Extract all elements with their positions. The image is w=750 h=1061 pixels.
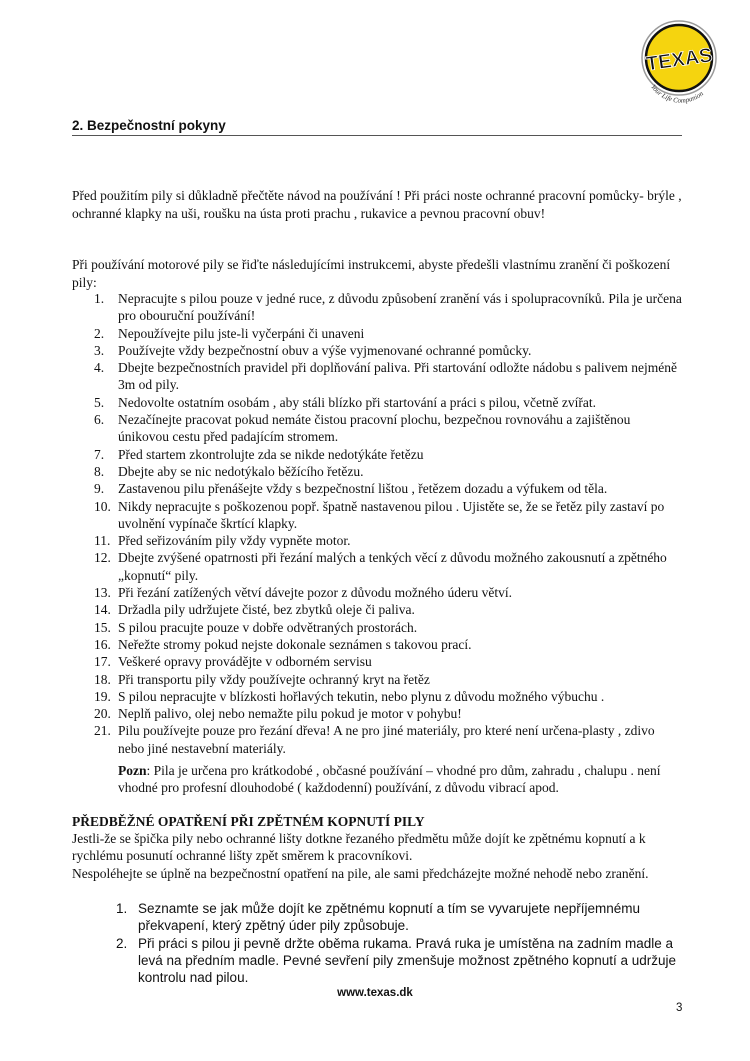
logo-brand-text: TEXAS xyxy=(644,44,714,76)
rule-item-number: 12. xyxy=(94,550,111,566)
rule-item-number: 18. xyxy=(94,671,111,687)
rule-item-number: 2. xyxy=(94,325,105,341)
rule-item xyxy=(72,722,684,757)
rule-item xyxy=(72,325,684,342)
rule-item-number: 21. xyxy=(94,723,111,739)
rule-item xyxy=(72,532,684,549)
kickback-heading: PŘEDBĚŽNÉ OPATŘENÍ PŘI ZPĚTNÉM KOPNUTÍ PILY xyxy=(72,814,425,829)
rule-item xyxy=(72,480,684,497)
rule-item xyxy=(72,498,684,533)
rule-item-number: 1. xyxy=(94,291,105,306)
rule-item-text: Dbejte bezpečnostních pravidel při doplňování paliva. Při startování odložte nádobu s palivem nejméně 3m od pily. xyxy=(118,360,677,393)
rule-item-text: Dbejte aby se nic nedotýkalo běžícího řetězu. xyxy=(118,463,364,479)
rule-item-text: Veškeré opravy provádějte v odborném servisu xyxy=(118,654,372,670)
rule-item-text: Při transportu pily vždy používejte ochranný kryt na řetěz xyxy=(118,671,430,687)
rule-item xyxy=(72,653,684,670)
rule-item-text: Používejte vždy bezpečnostní obuv a výše vyjmenované ochranné pomůcky. xyxy=(118,342,532,358)
rule-item xyxy=(72,411,684,446)
kickback-item-number: 1. xyxy=(116,901,128,916)
rule-item xyxy=(72,359,684,394)
rule-item-number: 5. xyxy=(94,394,105,410)
logo-tagline: Your Life Companion xyxy=(649,82,705,105)
kickback-item-text: Seznamte se jak může dojít ke zpětnému kopnutí a tím se vyvarujete nepříjemnému překvapení, který zpětný úder pily způsobuje. xyxy=(138,901,640,934)
rule-item-number: 9. xyxy=(94,481,105,497)
intro-paragraph: Před použitím pily si důkladně přečtěte návod na používání ! Při práci noste ochranné pracovní pomůcky- brýle , ochranné klapky na uši, roušku na ústa proti prachu , rukavice a pevnou pracovní obuv! xyxy=(72,188,682,221)
rule-item xyxy=(72,549,684,584)
rule-item xyxy=(72,463,684,480)
rule-item xyxy=(72,342,684,359)
footer-url: www.texas.dk xyxy=(337,987,413,999)
rule-item-number: 13. xyxy=(94,585,111,601)
rule-item-number: 7. xyxy=(94,446,105,462)
rule-item-text: Při řezání zatížených větví dávejte pozor z důvodu možného úderu větví. xyxy=(118,585,512,601)
rule-item-number: 3. xyxy=(94,342,105,358)
rule-item-text: Neřežte stromy pokud nejste dokonale seznámen s takovou prací. xyxy=(118,636,472,652)
rule-item-text: Zastavenou pilu přenášejte vždy s bezpečnostní lištou , řetězem dozadu a výfukem od těla. xyxy=(118,481,608,497)
rule-item-number: 20. xyxy=(94,706,111,722)
rule-item-text: Pilu používejte pouze pro řezání dřeva! A ne pro jiné materiály, pro které není určena-plasty , zdivo nebo jiné nestavební materiály. xyxy=(118,723,655,756)
rule-item-text: Nedovolte ostatním osobám , aby stáli blízko při startování a práci s pilou, včetně zvířat. xyxy=(118,394,597,410)
rule-item-number: 19. xyxy=(94,688,111,704)
rule-item-number: 4. xyxy=(94,360,105,376)
note-paragraph xyxy=(118,762,693,797)
lead-paragraph: Při používání motorové pily se řiďte následujícími instrukcemi, abyste předešli vlastnímu zranění či poškození pily: xyxy=(72,257,671,290)
rule-item-number: 15. xyxy=(94,619,111,635)
rule-item-text: Neplň palivo, olej nebo nemažte pilu pokud je motor v pohybu! xyxy=(118,706,462,722)
rule-item xyxy=(72,619,684,636)
kickback-text-1: Jestli-že se špička pily nebo ochranné lišty dotkne řezaného předmětu může dojít ke zpětnému kopnutí a k rychlému posunutí ochranné lišty zpět směrem k pracovníkovi. xyxy=(72,831,646,864)
rule-item-number: 17. xyxy=(94,654,111,670)
rule-item-text: Nezačínejte pracovat pokud nemáte čistou pracovní plochu, bezpečnou rovnováhu a zajištěnou únikovou cestu před padajícím stromem. xyxy=(118,412,631,445)
note-text: : Pila je určena pro krátkodobé , občasné používání – vhodné pro dům, zahradu , chalupu . není vhodné pro profesní dlouhodobé ( každodenní) používání, z důvodu vibrací apod. xyxy=(118,763,661,796)
rule-item-number: 11. xyxy=(94,533,111,549)
rule-item-text: Držadla pily udržujete čisté, bez zbytků oleje či paliva. xyxy=(118,602,415,618)
rule-item-text: Před startem zkontrolujte zda se nikde nedotýkáte řetězu xyxy=(118,446,424,462)
texas-logo xyxy=(637,18,721,106)
kickback-item-number: 2. xyxy=(116,935,128,951)
rule-item xyxy=(72,446,684,463)
rule-item xyxy=(72,705,684,722)
rule-item-number: 6. xyxy=(94,412,105,428)
kickback-item xyxy=(72,935,684,987)
rule-item xyxy=(72,290,684,325)
section-title: 2. Bezpečnostní pokyny xyxy=(72,118,226,133)
kickback-list xyxy=(72,900,684,986)
rule-item xyxy=(72,688,684,705)
rule-item xyxy=(72,601,684,618)
safety-rules-list xyxy=(72,290,684,757)
rule-item-number: 16. xyxy=(94,636,111,652)
rule-item-number: 10. xyxy=(94,498,111,514)
kickback-item-text: Při práci s pilou ji pevně držte oběma rukama. Pravá ruka je umístěna na zadním madle a levá na předním madle. Pevné sevření pily zmenšuje možnost zpětného kopnutí a udržuje kontrolu nad pilou. xyxy=(138,935,677,986)
rule-item-text: Nikdy nepracujte s poškozenou popř. špatně nastavenou pilou . Ujistěte se, že se řetěz pily zastaví po uvolnění vypínače škrtící klapky. xyxy=(118,498,665,531)
kickback-text xyxy=(72,830,687,882)
rule-item-text: Nepoužívejte pilu jste-li vyčerpáni či unaveni xyxy=(118,325,365,341)
rule-item-text: Před seřizováním pily vždy vypněte motor. xyxy=(118,533,351,549)
rule-item xyxy=(72,671,684,688)
rule-item-text: S pilou pracujte pouze v dobře odvětraných prostorách. xyxy=(118,619,418,635)
rule-item-text: Dbejte zvýšené opatrnosti při řezání malých a tenkých věcí z důvodu možného zakousnutí a zpětného „kopnutí“ pily. xyxy=(118,550,667,583)
page-number: 3 xyxy=(676,1002,683,1014)
rule-item xyxy=(72,584,684,601)
kickback-item xyxy=(72,900,684,935)
kickback-text-2: Nespoléhejte se úplně na bezpečnostní opatření na pile, ale sami předcházejte možné nehodě nebo zranění. xyxy=(72,865,649,881)
rule-item-text: S pilou nepracujte v blízkosti hořlavých tekutin, nebo plynu z důvodu možného výbuchu . xyxy=(118,688,605,704)
rule-item xyxy=(72,636,684,653)
rule-item-text: Nepracujte s pilou pouze v jedné ruce, z důvodu způsobení zranění vás i spolupracovníků. Pila je určena pro obouruční používání! xyxy=(118,291,682,324)
header-divider xyxy=(72,135,682,136)
rule-item-number: 8. xyxy=(94,463,105,479)
note-label: Pozn xyxy=(118,763,147,778)
rule-item xyxy=(72,394,684,411)
rule-item-number: 14. xyxy=(94,602,111,618)
